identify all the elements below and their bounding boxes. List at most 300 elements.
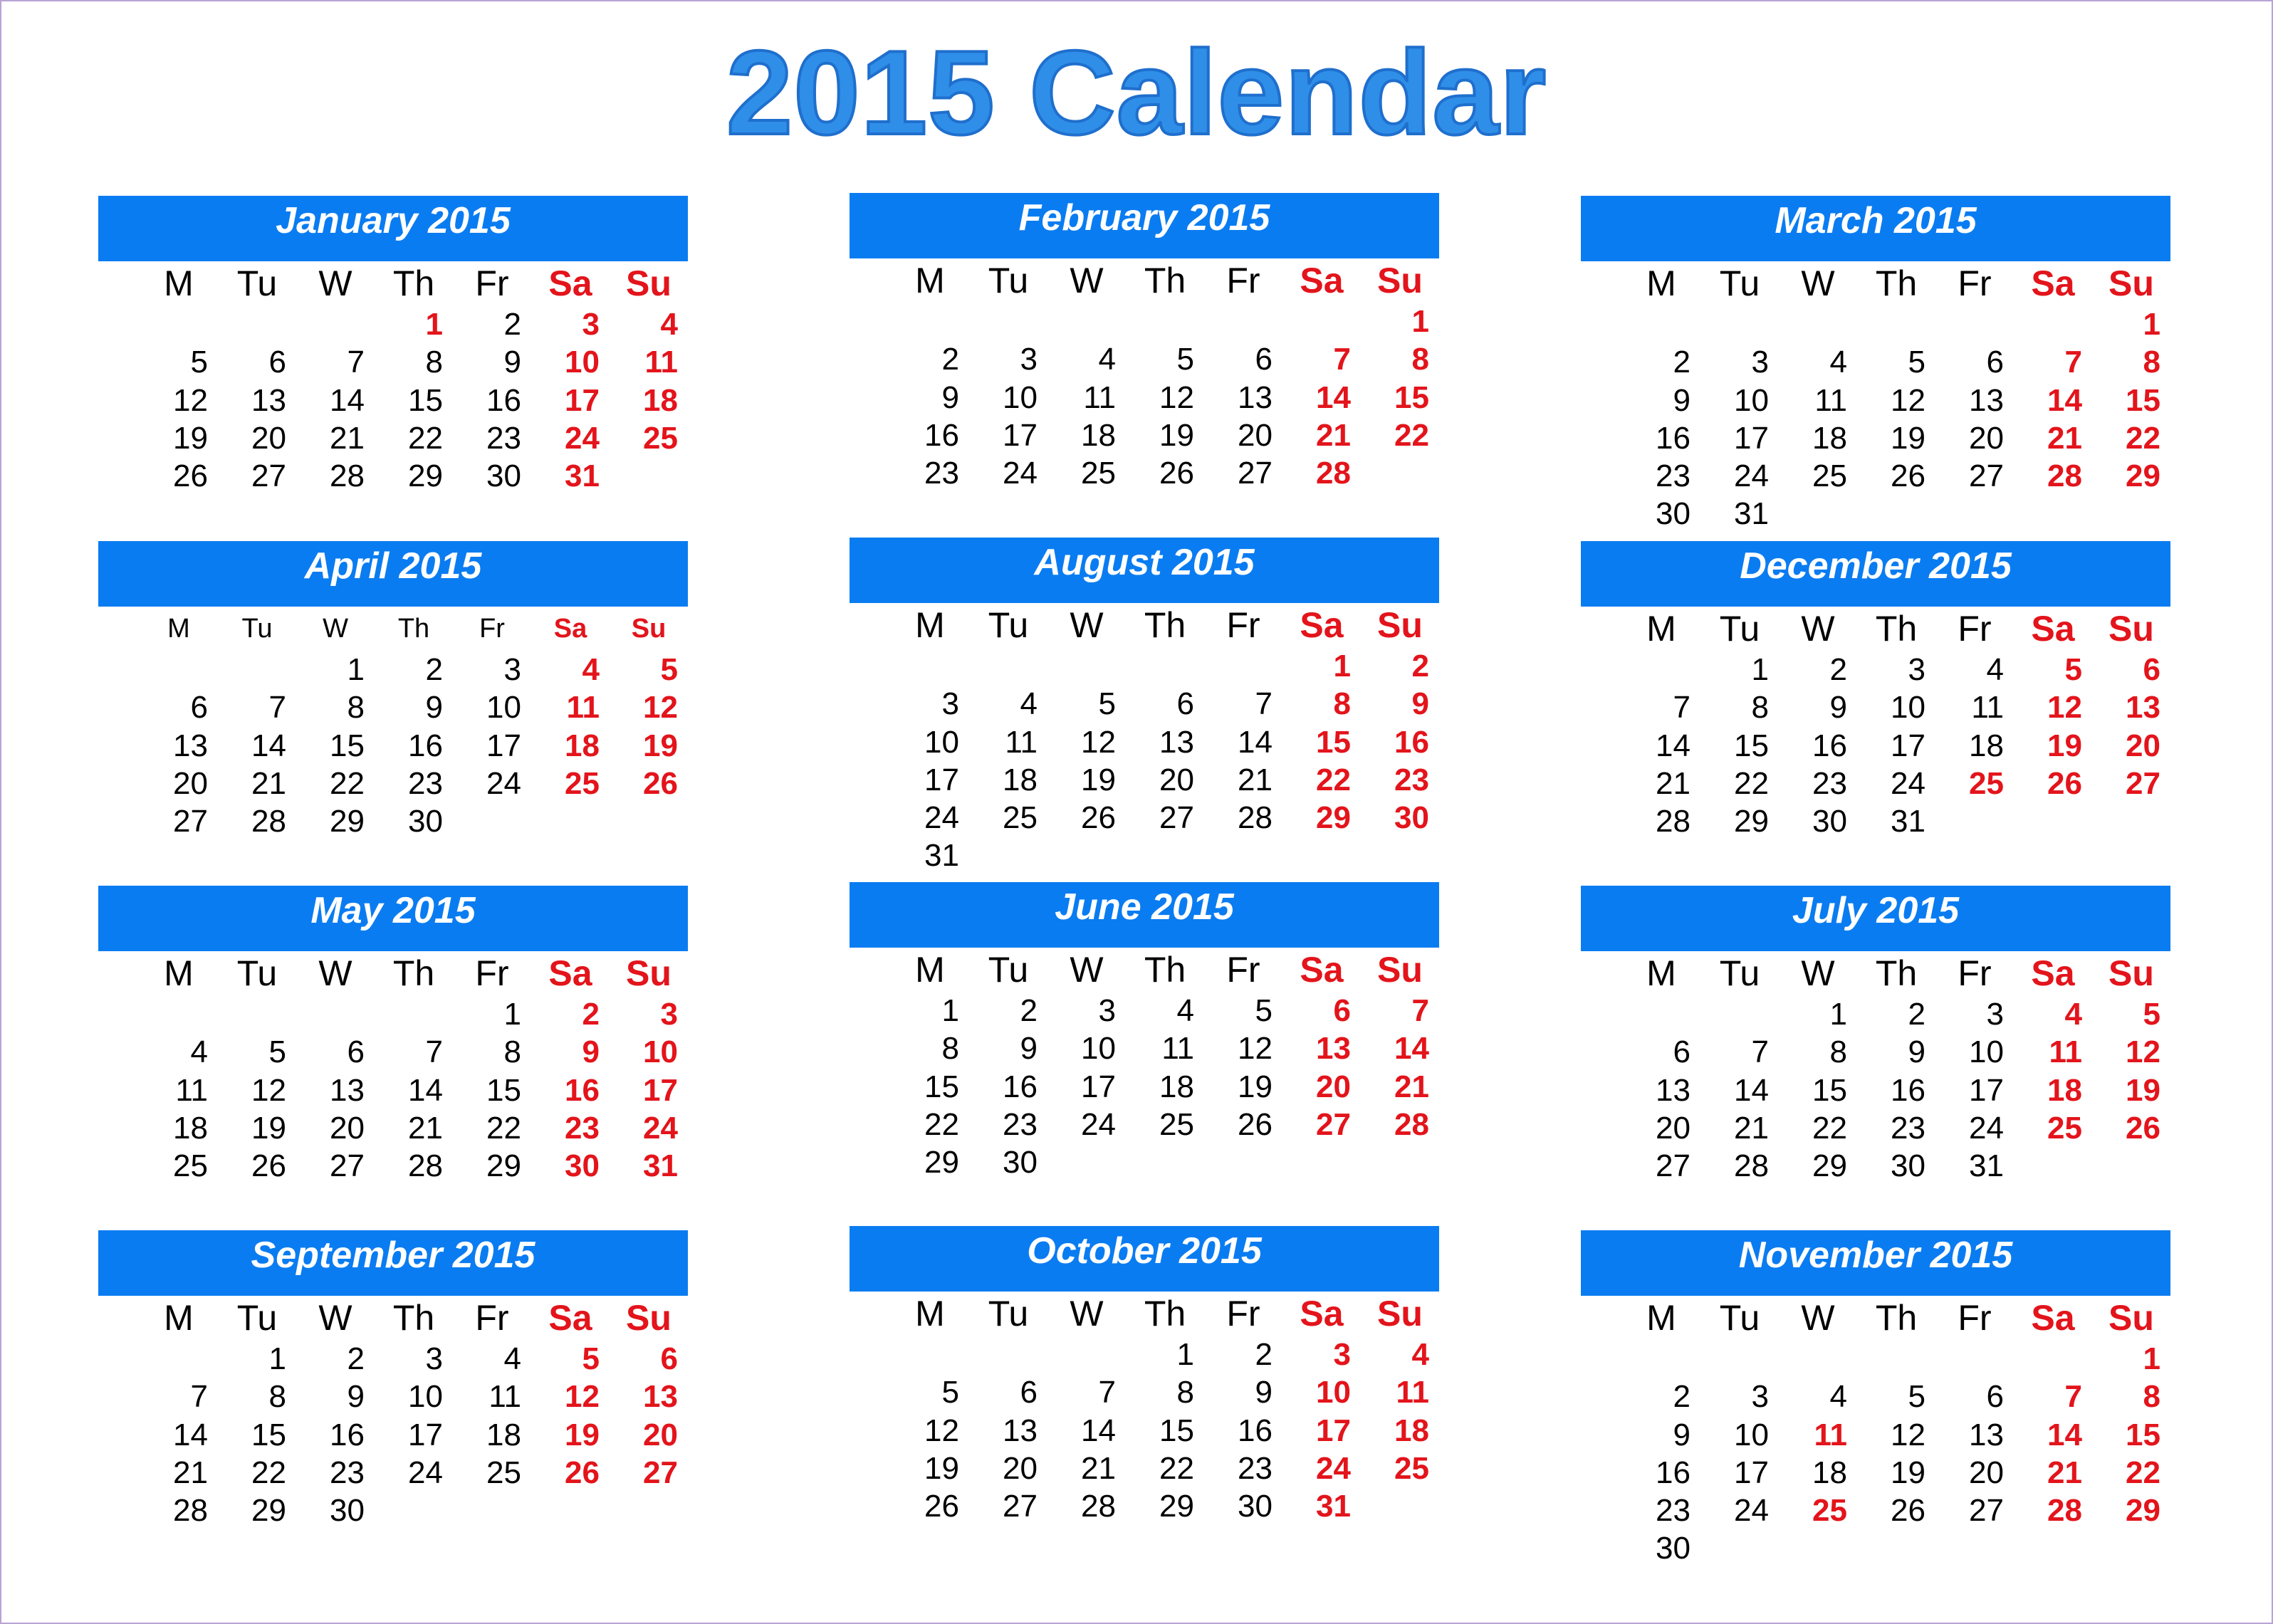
day-cell: 7 [347, 345, 365, 380]
day-cell: 11 [1814, 382, 1847, 418]
day-cell: 12 [2047, 690, 2082, 725]
day-cell: 31 [1316, 1489, 1351, 1524]
day-cell: 30 [1656, 496, 1691, 532]
day-cell: 20 [1969, 1455, 2004, 1490]
day-cell: 11 [566, 690, 600, 725]
weekday-header: M [915, 950, 945, 990]
day-cell: 24 [408, 1455, 443, 1490]
day-cell: 29 [2126, 459, 2160, 494]
weekday-header: Su [1377, 261, 1423, 300]
day-cell: 10 [565, 345, 600, 380]
day-cell: 23 [1394, 762, 1429, 797]
month-block [1581, 541, 2170, 883]
weekday-header: W [1070, 605, 1104, 645]
day-cell: 1 [1333, 649, 1351, 683]
empty-cell [1047, 1336, 1126, 1373]
weekday-header: Th [1144, 950, 1186, 990]
empty-cell [140, 305, 218, 343]
day-cell: 1 [1176, 1337, 1194, 1372]
day-cell: 22 [486, 1110, 521, 1146]
day-cell: 14 [1394, 1031, 1429, 1067]
day-cell: 2 [347, 1341, 365, 1376]
day-cell: 1 [2143, 1341, 2160, 1376]
day-cell: 9 [941, 379, 959, 415]
day-cell: 19 [2047, 728, 2082, 763]
day-cell: 28 [251, 804, 286, 839]
day-cell: 10 [643, 1034, 678, 1070]
day-cell: 15 [408, 382, 443, 418]
day-cell: 26 [1081, 800, 1116, 836]
day-cell: 1 [941, 993, 959, 1028]
empty-cell [891, 1336, 969, 1373]
weekday-header: M [164, 1298, 194, 1338]
day-cell: 1 [1411, 304, 1429, 339]
weekday-header: Th [1875, 263, 1918, 303]
weekday-header: Fr [1226, 950, 1260, 990]
day-cell: 22 [251, 1455, 286, 1490]
day-cell: 21 [173, 1455, 208, 1490]
day-cell: 5 [1908, 1379, 1925, 1415]
weekday-header: Fr [1226, 1294, 1260, 1334]
weekday-header: Th [1144, 605, 1186, 645]
day-cell: 11 [1396, 1375, 1429, 1410]
day-cell: 27 [251, 459, 286, 494]
weekday-header: W [1070, 950, 1104, 990]
day-cell: 21 [2047, 420, 2082, 456]
empty-cell [1857, 305, 1935, 343]
day-cell: 3 [1751, 345, 1769, 380]
day-cell: 27 [1969, 459, 2004, 494]
day-cell: 26 [1891, 459, 1925, 494]
month-title: December 2015 [1581, 541, 2170, 607]
weekday-header: Fr [475, 953, 509, 993]
empty-cell [140, 995, 218, 1033]
day-cell: 18 [1394, 1413, 1429, 1448]
day-cell: 4 [1020, 686, 1038, 722]
day-cell: 12 [1081, 724, 1116, 760]
day-cell: 27 [173, 804, 208, 839]
day-cell: 18 [486, 1417, 521, 1452]
empty-cell [969, 647, 1047, 685]
day-cell: 29 [1812, 1148, 1847, 1184]
day-cell: 30 [408, 804, 443, 839]
month-block [1581, 196, 2170, 538]
day-cell: 10 [1734, 1417, 1769, 1452]
day-cell: 2 [1673, 1379, 1691, 1415]
day-cell: 19 [251, 1110, 286, 1146]
day-cell: 16 [1238, 1413, 1273, 1448]
day-cell: 12 [565, 1379, 600, 1415]
day-cell: 24 [1003, 456, 1038, 491]
empty-cell [1857, 1340, 1935, 1378]
day-cell: 26 [924, 1489, 959, 1524]
empty-cell [1622, 305, 1700, 343]
weekday-header: Fr [1958, 953, 1992, 993]
day-cell: 20 [2126, 728, 2160, 763]
day-cell: 16 [1656, 1455, 1691, 1490]
day-cell: 14 [1238, 724, 1273, 760]
empty-cell [891, 647, 969, 685]
month-title: April 2015 [98, 541, 688, 607]
weekday-header: Su [626, 953, 672, 993]
day-cell: 1 [268, 1341, 286, 1376]
day-cell: 4 [1411, 1337, 1429, 1372]
day-cell: 11 [1814, 1417, 1847, 1452]
day-cell: 21 [408, 1110, 443, 1146]
day-cell: 5 [941, 1375, 959, 1410]
day-cell: 13 [2126, 690, 2160, 725]
empty-cell [1700, 995, 1779, 1033]
day-cell: 17 [1081, 1069, 1116, 1104]
day-cell: 6 [1986, 345, 2004, 380]
day-cell: 7 [268, 690, 286, 725]
day-cell: 22 [1812, 1110, 1847, 1146]
weekday-header: Fr [1226, 605, 1260, 645]
day-cell: 17 [565, 382, 600, 418]
day-cell: 25 [565, 765, 600, 801]
day-cell: 13 [251, 382, 286, 418]
day-cell: 27 [1969, 1493, 2004, 1529]
day-cell: 1 [2143, 307, 2160, 342]
day-cell: 18 [1969, 728, 2004, 763]
day-cell: 24 [643, 1110, 678, 1146]
month-block [1581, 886, 2170, 1227]
empty-cell [969, 303, 1047, 340]
month-block [98, 541, 688, 883]
month-block [850, 1226, 1439, 1568]
day-cell: 3 [1098, 993, 1116, 1028]
month-grid [140, 951, 688, 1223]
day-cell: 19 [1159, 417, 1194, 453]
day-cell: 8 [1751, 690, 1769, 725]
day-cell: 5 [582, 1341, 600, 1376]
day-cell: 16 [1656, 420, 1691, 456]
day-cell: 9 [1411, 686, 1429, 722]
day-cell: 31 [643, 1148, 678, 1184]
day-cell: 17 [1734, 420, 1769, 456]
day-cell: 13 [173, 728, 208, 763]
weekday-header: Th [392, 953, 435, 993]
day-cell: 24 [1734, 459, 1769, 494]
day-cell: 17 [643, 1072, 678, 1108]
day-cell: 17 [1003, 417, 1038, 453]
day-cell: 1 [347, 652, 365, 687]
day-cell: 9 [1020, 1031, 1038, 1067]
weekday-header: W [1801, 609, 1835, 649]
day-cell: 22 [1734, 765, 1769, 801]
day-cell: 7 [1098, 1375, 1116, 1410]
day-cell: 27 [330, 1148, 365, 1184]
day-cell: 6 [347, 1034, 365, 1070]
weekday-header: Tu [1719, 609, 1760, 649]
weekday-header: Sa [553, 614, 587, 644]
day-cell: 20 [643, 1417, 678, 1452]
day-cell: 28 [2047, 1493, 2082, 1529]
day-cell: 26 [643, 765, 678, 801]
day-cell: 26 [251, 1148, 286, 1184]
month-title: January 2015 [98, 196, 688, 261]
day-cell: 30 [1394, 800, 1429, 836]
month-grid [140, 607, 688, 879]
day-cell: 26 [1891, 1493, 1925, 1529]
day-cell: 4 [1176, 993, 1194, 1028]
weekday-header: Fr [479, 614, 505, 644]
month-title: June 2015 [850, 882, 1439, 948]
day-cell: 13 [1003, 1413, 1038, 1448]
day-cell: 25 [1003, 800, 1038, 836]
day-cell: 6 [1986, 1379, 2004, 1415]
day-cell: 24 [565, 420, 600, 456]
day-cell: 16 [330, 1417, 365, 1452]
day-cell: 9 [1673, 382, 1691, 418]
weekday-header: M [915, 605, 945, 645]
weekday-header: Fr [1226, 261, 1260, 300]
day-cell: 25 [1394, 1450, 1429, 1486]
day-cell: 9 [582, 1034, 600, 1070]
day-cell: 3 [1020, 342, 1038, 377]
weekday-header: Sa [548, 263, 592, 303]
weekday-header: Th [1875, 1298, 1918, 1338]
day-cell: 4 [503, 1341, 521, 1376]
day-cell: 13 [330, 1072, 365, 1108]
day-cell: 2 [1829, 652, 1847, 687]
empty-cell [140, 651, 218, 688]
month-grid [1622, 607, 2170, 879]
day-cell: 25 [1812, 1493, 1847, 1529]
day-cell: 22 [2126, 1455, 2160, 1490]
weekday-header: Su [626, 263, 672, 303]
day-cell: 23 [1656, 459, 1691, 494]
day-cell: 24 [1316, 1450, 1351, 1486]
day-cell: 21 [1656, 765, 1691, 801]
day-cell: 15 [2126, 382, 2160, 418]
day-cell: 13 [1969, 382, 2004, 418]
day-cell: 13 [1238, 379, 1273, 415]
empty-cell [1622, 995, 1700, 1033]
day-cell: 21 [1394, 1069, 1429, 1104]
day-cell: 29 [1159, 1489, 1194, 1524]
day-cell: 28 [1316, 456, 1351, 491]
day-cell: 11 [644, 345, 678, 380]
day-cell: 30 [565, 1148, 600, 1184]
day-cell: 20 [1969, 420, 2004, 456]
weekday-header: Sa [2031, 953, 2075, 993]
day-cell: 17 [1734, 1455, 1769, 1490]
day-cell: 24 [1081, 1106, 1116, 1142]
day-cell: 16 [1394, 724, 1429, 760]
weekday-header: Sa [1300, 950, 1344, 990]
weekday-header: Su [631, 614, 667, 644]
weekday-header: Fr [1958, 263, 1992, 303]
day-cell: 19 [565, 1417, 600, 1452]
day-cell: 31 [1969, 1148, 2004, 1184]
day-cell: 29 [2126, 1493, 2160, 1529]
day-cell: 6 [1333, 993, 1351, 1028]
weekday-header: Sa [548, 953, 592, 993]
day-cell: 26 [565, 1455, 600, 1490]
weekday-header: Su [626, 1298, 672, 1338]
empty-cell [375, 995, 453, 1033]
empty-cell [1126, 647, 1204, 685]
day-cell: 18 [1159, 1069, 1194, 1104]
day-cell: 5 [2143, 997, 2160, 1032]
day-cell: 4 [660, 307, 678, 342]
day-cell: 11 [1161, 1031, 1194, 1067]
day-cell: 13 [1656, 1072, 1691, 1108]
day-cell: 14 [1656, 728, 1691, 763]
day-cell: 4 [190, 1034, 208, 1070]
month-grid [891, 1292, 1439, 1563]
day-cell: 19 [1891, 1455, 1925, 1490]
empty-cell [1700, 305, 1779, 343]
weekday-header: Sa [2031, 1298, 2075, 1338]
day-cell: 12 [173, 382, 208, 418]
weekday-header: Sa [2031, 609, 2075, 649]
day-cell: 9 [1673, 1417, 1691, 1452]
weekday-header: Th [1875, 609, 1918, 649]
empty-cell [1935, 1340, 2014, 1378]
empty-cell [969, 1336, 1047, 1373]
day-cell: 19 [1891, 420, 1925, 456]
day-cell: 20 [173, 765, 208, 801]
day-cell: 13 [1316, 1031, 1351, 1067]
month-title: October 2015 [850, 1226, 1439, 1292]
month-grid [891, 948, 1439, 1220]
day-cell: 3 [425, 1341, 443, 1376]
day-cell: 24 [1891, 765, 1925, 801]
day-cell: 20 [1316, 1069, 1351, 1104]
weekday-header: M [164, 263, 194, 303]
day-cell: 28 [1734, 1148, 1769, 1184]
weekday-header: Fr [475, 263, 509, 303]
day-cell: 29 [924, 1145, 959, 1180]
day-cell: 8 [268, 1379, 286, 1415]
day-cell: 6 [1020, 1375, 1038, 1410]
day-cell: 22 [2126, 420, 2160, 456]
day-cell: 28 [1238, 800, 1273, 836]
weekday-header: Th [1875, 953, 1918, 993]
day-cell: 23 [408, 765, 443, 801]
month-title: July 2015 [1581, 886, 2170, 951]
day-cell: 17 [1969, 1072, 2004, 1108]
day-cell: 24 [486, 765, 521, 801]
day-cell: 2 [1020, 993, 1038, 1028]
day-cell: 18 [2047, 1072, 2082, 1108]
day-cell: 29 [408, 459, 443, 494]
empty-cell [1935, 305, 2014, 343]
day-cell: 10 [1316, 1375, 1351, 1410]
month-block [850, 193, 1439, 535]
day-cell: 9 [347, 1379, 365, 1415]
day-cell: 28 [408, 1148, 443, 1184]
empty-cell [1779, 305, 1857, 343]
day-cell: 23 [924, 456, 959, 491]
day-cell: 6 [190, 690, 208, 725]
day-cell: 15 [330, 728, 365, 763]
day-cell: 30 [486, 459, 521, 494]
month-title: September 2015 [98, 1230, 688, 1296]
day-cell: 1 [1829, 997, 1847, 1032]
day-cell: 26 [173, 459, 208, 494]
day-cell: 28 [1394, 1106, 1429, 1142]
weekday-header: Su [2109, 1298, 2154, 1338]
day-cell: 30 [1003, 1145, 1038, 1180]
day-cell: 26 [2047, 765, 2082, 801]
day-cell: 8 [1333, 686, 1351, 722]
day-cell: 18 [1812, 420, 1847, 456]
day-cell: 14 [408, 1072, 443, 1108]
day-cell: 20 [251, 420, 286, 456]
day-cell: 19 [643, 728, 678, 763]
day-cell: 8 [2143, 1379, 2160, 1415]
day-cell: 25 [643, 420, 678, 456]
day-cell: 9 [1908, 1034, 1925, 1070]
weekday-header: Tu [236, 1298, 278, 1338]
weekday-header: Su [2109, 609, 2154, 649]
month-title: March 2015 [1581, 196, 2170, 261]
day-cell: 22 [408, 420, 443, 456]
day-cell: 20 [1238, 417, 1273, 453]
weekday-header: Su [2109, 263, 2154, 303]
day-cell: 30 [1891, 1148, 1925, 1184]
empty-cell [2014, 1340, 2092, 1378]
empty-cell [218, 995, 296, 1033]
day-cell: 24 [924, 800, 959, 836]
empty-cell [1204, 303, 1282, 340]
day-cell: 18 [643, 382, 678, 418]
day-cell: 19 [924, 1450, 959, 1486]
month-grid [1622, 1296, 2170, 1568]
day-cell: 5 [2064, 652, 2082, 687]
day-cell: 14 [330, 382, 365, 418]
day-cell: 16 [486, 382, 521, 418]
weekday-header: Fr [475, 1298, 509, 1338]
day-cell: 18 [173, 1110, 208, 1146]
day-cell: 31 [924, 838, 959, 874]
day-cell: 2 [1411, 649, 1429, 683]
day-cell: 8 [1176, 1375, 1194, 1410]
day-cell: 2 [1673, 345, 1691, 380]
day-cell: 23 [1656, 1493, 1691, 1529]
weekday-header: Tu [1719, 1298, 1760, 1338]
day-cell: 4 [582, 652, 600, 687]
day-cell: 10 [1969, 1034, 2004, 1070]
weekday-header: Tu [1719, 263, 1760, 303]
weekday-header: W [318, 953, 352, 993]
day-cell: 21 [1316, 417, 1351, 453]
weekday-header: Sa [1300, 261, 1344, 300]
day-cell: 6 [1176, 686, 1194, 722]
day-cell: 22 [330, 765, 365, 801]
month-block [98, 886, 688, 1227]
page-title: 2015 Calendar [726, 26, 1547, 159]
day-cell: 21 [1238, 762, 1273, 797]
day-cell: 7 [2064, 345, 2082, 380]
weekday-header: Tu [236, 953, 278, 993]
day-cell: 16 [408, 728, 443, 763]
weekday-header: Su [1377, 605, 1423, 645]
day-cell: 3 [503, 652, 521, 687]
day-cell: 15 [1734, 728, 1769, 763]
day-cell: 14 [2047, 1417, 2082, 1452]
weekday-header: Sa [548, 1298, 592, 1338]
month-block [850, 538, 1439, 879]
weekday-header: Sa [1300, 605, 1344, 645]
day-cell: 11 [175, 1072, 208, 1108]
day-cell: 28 [330, 459, 365, 494]
day-cell: 16 [565, 1072, 600, 1108]
weekday-header: Sa [2031, 263, 2075, 303]
